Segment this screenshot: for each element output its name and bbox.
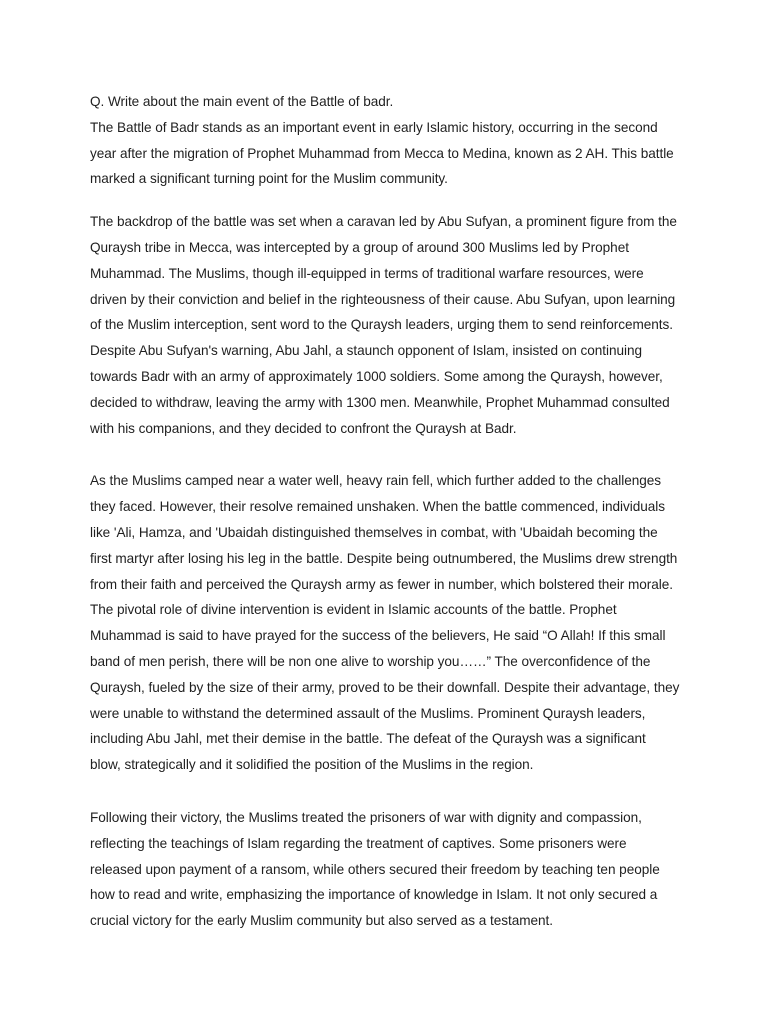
document-page (90, 89, 680, 951)
question-heading: Q. Write about the main event of the Battle of badr. (90, 94, 394, 109)
paragraph-battle: As the Muslims camped near a water well, heavy rain fell, which further added to the challenges they faced. However, their resolve remained unshaken. When the battle commenced, individuals like 'Ali, Hamza, and 'Ubaidah distinguished themselves in combat, with 'Ubaidah becoming the first martyr after losing his leg in the battle. Despite being outnumbered, the Muslims drew strength from their faith and perceived the Quraysh army as fewer in number, which bolstered their morale. The pivotal role of divine intervention is evident in Islamic accounts of the battle. Prophet Muhammad is said to have prayed for the success of the believers, He said “O Allah! If this small band of men perish, there will be non one alive to worship you……” The overconfidence of the Quraysh, fueled by the size of their army, proved to be their downfall. Despite their advantage, they were unable to withstand the determined assault of the Muslims. Prominent Quraysh leaders, including Abu Jahl, met their demise in the battle. The defeat of the Quraysh was a significant blow, strategically and it solidified the position of the Muslims in the region. (90, 473, 680, 773)
paragraph-introduction: The Battle of Badr stands as an important event in early Islamic history, occurring in the second year after the migration of Prophet Muhammad from Mecca to Medina, known as 2 AH. This battle marked a significant turning point for the Muslim community. (90, 119, 674, 187)
paragraph-aftermath: Following their victory, the Muslims treated the prisoners of war with dignity and compassion, reflecting the teachings of Islam regarding the treatment of captives. Some prisoners were released upon payment of a ransom, while others secured their freedom by teaching ten people how to read and write, emphasizing the importance of knowledge in Islam. It not only secured a crucial victory for the early Muslim community but also served as a testament. (90, 809, 660, 929)
paragraph-backdrop: The backdrop of the battle was set when a caravan led by Abu Sufyan, a prominent figure from the Quraysh tribe in Mecca, was intercepted by a group of around 300 Muslims led by Prophet Muhammad. The Muslims, though ill-equipped in terms of traditional warfare resources, were driven by their conviction and belief in the righteousness of their cause. Abu Sufyan, upon learning of the Muslim interception, sent word to the Quraysh leaders, urging them to send reinforcements. Despite Abu Sufyan's warning, Abu Jahl, a staunch opponent of Islam, insisted on continuing towards Badr with an army of approximately 1000 soldiers. Some among the Quraysh, however, decided to withdraw, leaving the army with 1300 men. Meanwhile, Prophet Muhammad consulted with his companions, and they decided to confront the Quraysh at Badr. (90, 214, 677, 436)
